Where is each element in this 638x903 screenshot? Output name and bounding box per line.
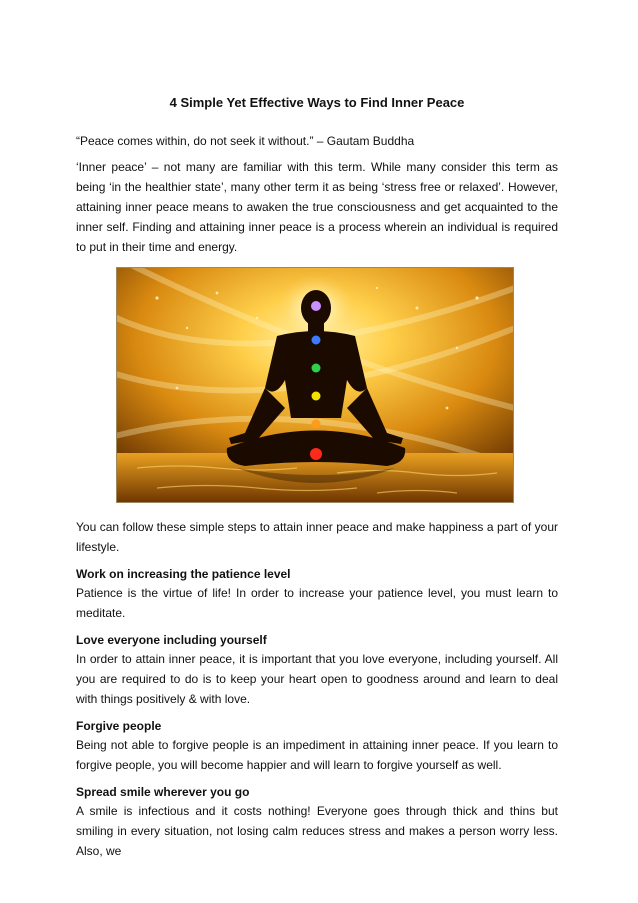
section-forgive	[76, 717, 558, 775]
section-body: Patience is the virtue of life! In order to increase your patience level, you must learn to meditate.	[76, 586, 558, 620]
document-title: 4 Simple Yet Effective Ways to Find Inner Peace	[169, 95, 465, 110]
section-love	[76, 631, 558, 709]
section-patience	[76, 565, 558, 623]
section-body: Being not able to forgive people is an impediment in attaining inner peace. If you learn to forgive people, you will become happier and will learn to forgive yourself as well.	[76, 738, 558, 772]
meditation-illustration	[117, 268, 514, 503]
intro-paragraph: ‘Inner peace’ – not many are familiar with this term. While many consider this term as being ‘in the healthier state’, many other term it as being ‘stress free or relaxed’. However, attaining inner peace means to awaken the true consciousness and get acquainted to the inner self. Finding and attaining inner peace is a process wherein an individual is required to put in their time and energy.	[76, 160, 558, 254]
section-heading: Forgive people	[76, 719, 162, 733]
section-body: In order to attain inner peace, it is important that you love everyone, including yourself. All you are required to do is to keep your heart open to goodness around and learn to deal with things positively & with love.	[76, 652, 558, 706]
section-smile	[76, 783, 558, 861]
buddha-quote: “Peace comes within, do not seek it without.” – Gautam Buddha	[76, 134, 415, 148]
section-body: A smile is infectious and it costs nothing! Everyone goes through thick and thins but smiling in every situation, not losing calm reduces stress and makes a person worry less. Also, we	[76, 804, 558, 858]
section-heading: Love everyone including yourself	[76, 633, 267, 647]
section-heading: Work on increasing the patience level	[76, 567, 291, 581]
lead-paragraph: You can follow these simple steps to attain inner peace and make happiness a part of your lifestyle.	[76, 520, 558, 554]
section-heading: Spread smile wherever you go	[76, 785, 250, 799]
meditation-image	[116, 267, 514, 503]
